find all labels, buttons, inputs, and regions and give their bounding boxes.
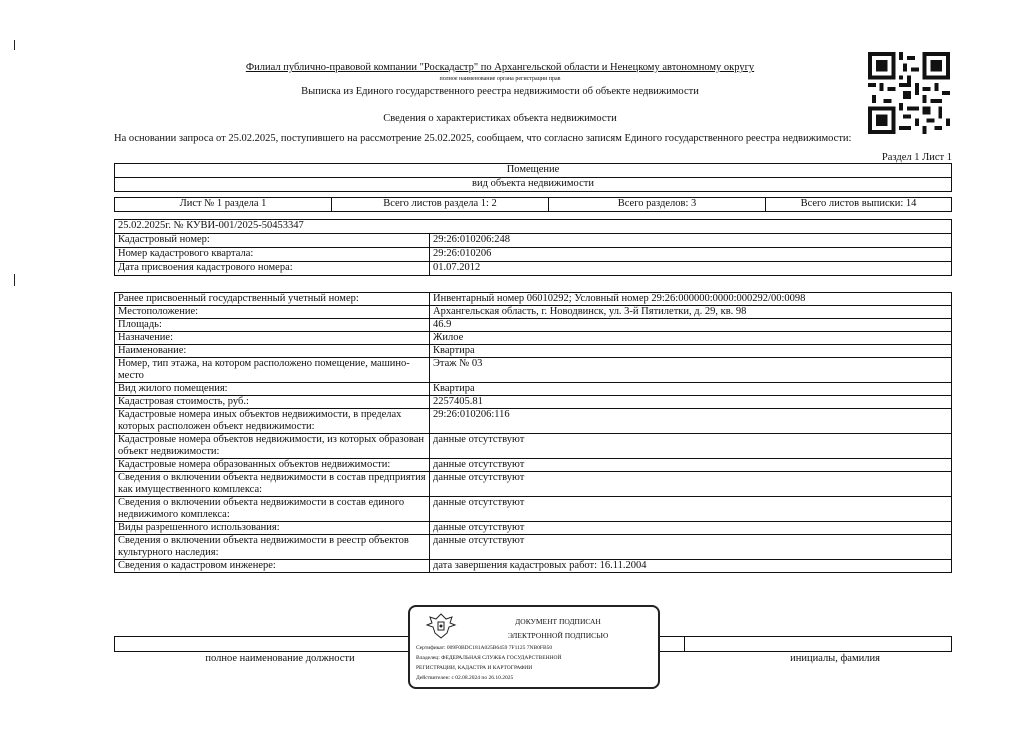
row-label: Площадь: — [115, 319, 430, 332]
table-row — [115, 535, 952, 560]
table-row — [115, 383, 952, 396]
stamp-owner-2: РЕГИСТРАЦИИ, КАДАСТРА И КАРТОГРАФИИ — [416, 665, 533, 671]
row-label: Кадастровые номера объектов недвижимости, из которых образован объект недвижимости: — [115, 434, 430, 459]
table-row — [115, 345, 952, 358]
row-value: Этаж № 03 — [430, 358, 952, 383]
table-row — [115, 234, 952, 248]
section-sheet-label: Раздел 1 Лист 1 — [881, 152, 952, 163]
row-value: данные отсутствуют — [430, 535, 952, 560]
table-row — [115, 319, 952, 332]
row-label: Кадастровые номера образованных объектов недвижимости: — [115, 459, 430, 472]
table-row — [115, 560, 952, 573]
row-value: данные отсутствуют — [430, 434, 952, 459]
record-date-number: 25.02.2025г. № КУВИ-001/2025-50453347 — [115, 220, 952, 234]
sheet-info-table — [114, 197, 952, 212]
table-row — [115, 459, 952, 472]
table-row — [115, 358, 952, 383]
row-label: Кадастровые номера иных объектов недвижимости, в пределах которых расположен объект недвижимости: — [115, 409, 430, 434]
row-value: 29:26:010206:248 — [430, 234, 952, 248]
position-label: полное наименование должности — [205, 653, 355, 664]
row-value: дата завершения кадастровых работ: 16.11.2004 — [430, 560, 952, 573]
table-row — [115, 409, 952, 434]
row-label: Номер, тип этажа, на котором расположено помещение, машино-место — [115, 358, 430, 383]
row-label: Назначение: — [115, 332, 430, 345]
row-label: Дата присвоения кадастрового номера: — [115, 262, 430, 276]
row-label: Наименование: — [115, 345, 430, 358]
stamp-line2: ЭЛЕКТРОННОЙ ПОДПИСЬЮ — [507, 631, 609, 640]
row-value: Квартира — [430, 345, 952, 358]
row-label: Сведения о включении объекта недвижимости в состав единого недвижимого комплекса: — [115, 497, 430, 522]
object-type-table — [114, 163, 952, 192]
organization-sublabel: полное наименование органа регистрации прав — [439, 76, 561, 82]
organization-name: Филиал публично-правовой компании "Роскадастр" по Архангельской области и Ненецкому автономному округу — [245, 62, 755, 73]
row-label: Сведения о включении объекта недвижимости в состав предприятия как имущественного комплекса: — [115, 472, 430, 497]
row-value: 29:26:010206:116 — [430, 409, 952, 434]
table-row — [115, 472, 952, 497]
initials-label: инициалы, фамилия — [790, 653, 880, 664]
details-table — [114, 292, 952, 573]
table-row — [115, 262, 952, 276]
sheet-number: Лист № 1 раздела 1 — [115, 198, 332, 212]
row-value: данные отсутствуют — [430, 522, 952, 535]
table-row — [115, 522, 952, 535]
record-table — [114, 219, 952, 276]
stamp-certificate: Сертификат: 009F0BDC181A025B6459 7F1125 7NB0FB50 — [416, 645, 553, 651]
row-label: Вид жилого помещения: — [115, 383, 430, 396]
row-label: Кадастровая стоимость, руб.: — [115, 396, 430, 409]
table-row — [115, 396, 952, 409]
object-type: Помещение — [115, 164, 952, 178]
sections-total: Всего разделов: 3 — [549, 198, 766, 212]
stamp-valid: Действителен: с 02.08.2024 по 26.10.2025 — [416, 675, 514, 681]
row-label: Сведения о кадастровом инженере: — [115, 560, 430, 573]
table-row — [115, 497, 952, 522]
sheets-in-section: Всего листов раздела 1: 2 — [332, 198, 549, 212]
document-title: Выписка из Единого государственного реестра недвижимости об объекте недвижимости — [301, 86, 699, 97]
basis-statement: На основании запроса от 25.02.2025, поступившего на рассмотрение 25.02.2025, сообщаем, что согласно записям Единого государственного реестра недвижимости: — [114, 133, 852, 144]
section-title: Сведения о характеристиках объекта недвижимости — [383, 113, 617, 124]
table-row — [115, 434, 952, 459]
table-row — [115, 293, 952, 306]
sheets-total: Всего листов выписки: 14 — [766, 198, 952, 212]
row-value: 2257405.81 — [430, 396, 952, 409]
electronic-signature-stamp — [408, 605, 660, 689]
row-value: 46.9 — [430, 319, 952, 332]
qr-code-icon — [868, 52, 950, 134]
scan-mark — [14, 40, 15, 50]
table-row — [115, 248, 952, 262]
object-type-label: вид объекта недвижимости — [115, 178, 952, 192]
stamp-line1: ДОКУМЕНТ ПОДПИСАН — [515, 617, 601, 626]
row-value: Архангельская область, г. Новодвинск, ул. 3-й Пятилетки, д. 29, кв. 98 — [430, 306, 952, 319]
row-label: Номер кадастрового квартала: — [115, 248, 430, 262]
scan-mark — [14, 274, 15, 286]
row-label: Местоположение: — [115, 306, 430, 319]
table-row — [115, 332, 952, 345]
row-label: Сведения о включении объекта недвижимости в реестр объектов культурного наследия: — [115, 535, 430, 560]
row-label: Виды разрешенного использования: — [115, 522, 430, 535]
row-label: Ранее присвоенный государственный учетный номер: — [115, 293, 430, 306]
eagle-emblem-icon — [424, 611, 458, 641]
row-value: данные отсутствуют — [430, 459, 952, 472]
row-value: 29:26:010206 — [430, 248, 952, 262]
stamp-owner-1: Владелец: ФЕДЕРАЛЬНАЯ СЛУЖБА ГОСУДАРСТВЕННОЙ — [416, 655, 562, 661]
row-value: 01.07.2012 — [430, 262, 952, 276]
row-label: Кадастровый номер: — [115, 234, 430, 248]
row-value: Инвентарный номер 06010292; Условный номер 29:26:000000:0000:000292/00:0098 — [430, 293, 952, 306]
row-value: данные отсутствуют — [430, 497, 952, 522]
row-value: данные отсутствуют — [430, 472, 952, 497]
row-value: Жилое — [430, 332, 952, 345]
table-row — [115, 306, 952, 319]
row-value: Квартира — [430, 383, 952, 396]
